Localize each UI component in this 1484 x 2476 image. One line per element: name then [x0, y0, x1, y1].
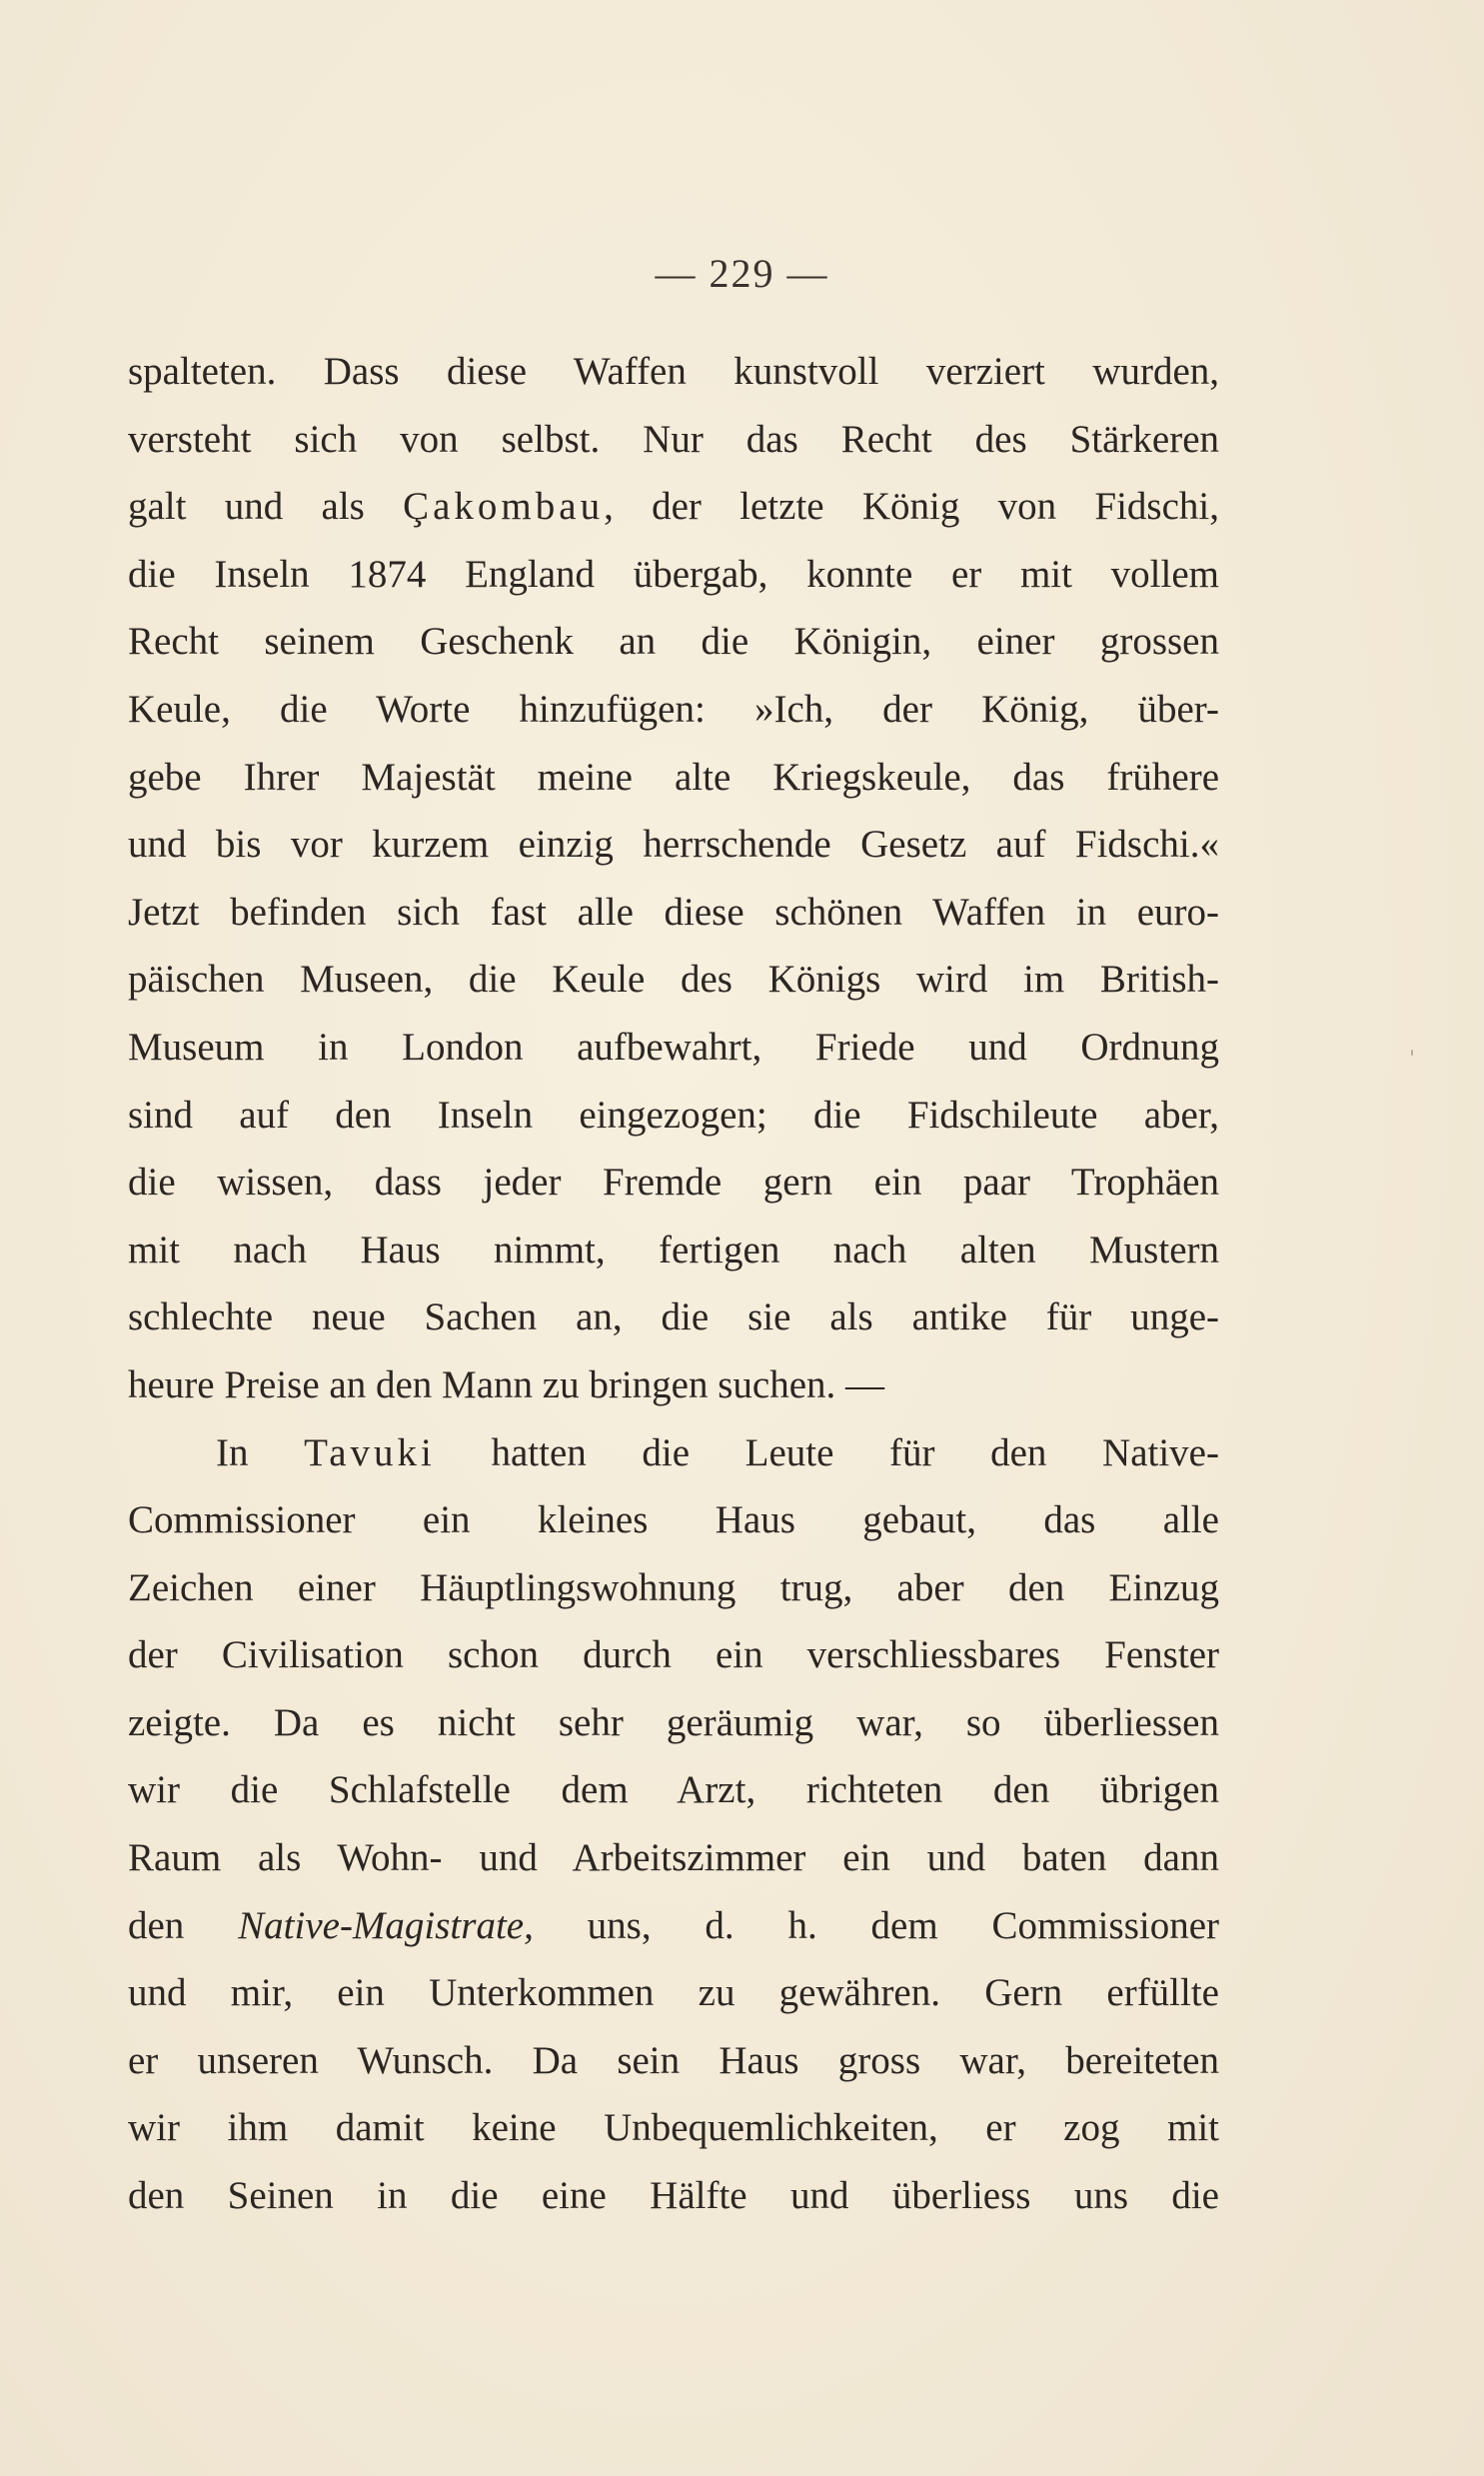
- text-line: und bis vor kurzem einzig herrschende Gesetz auf Fidschi.«: [128, 823, 1219, 867]
- text-line: Keule, die Worte hinzufügen: »Ich, der König, über-: [128, 687, 1219, 731]
- body-text: [128, 338, 1219, 2230]
- text-line: sind auf den Inseln eingezogen; die Fidschileute aber,: [128, 1093, 1219, 1137]
- spaced-name-tavuki: Tavuki: [304, 1430, 436, 1474]
- text-fragment: galt und als: [128, 485, 404, 529]
- text-line: den Seinen in die eine Hälfte und überliess uns die: [128, 2174, 1219, 2218]
- text-line: wir ihm damit keine Unbequemlichkeiten, er zog mit: [128, 2106, 1219, 2150]
- text-line: spalteten. Dass diese Waffen kunstvoll verziert wurden,: [128, 350, 1219, 393]
- text-line: päischen Museen, die Keule des Königs wird im British-: [128, 958, 1219, 1002]
- page-number: — 229 —: [655, 251, 829, 296]
- text-line: schlechte neue Sachen an, die sie als antike für unge-: [128, 1295, 1219, 1339]
- text-line: der Civilisation schon durch ein verschliessbares Fenster: [128, 1633, 1219, 1677]
- italic-term-native-magistrate: Native-Magistrate,: [238, 1903, 534, 1947]
- text-fragment: hatten die Leute für den Native-: [435, 1430, 1219, 1474]
- text-line: gebe Ihrer Majestät meine alte Kriegskeule, das frühere: [128, 755, 1219, 799]
- text-line: wir die Schlafstelle dem Arzt, richteten den übrigen: [128, 1768, 1219, 1812]
- text-line: die wissen, dass jeder Fremde gern ein paar Trophäen: [128, 1161, 1219, 1205]
- text-line: Museum in London aufbewahrt, Friede und Ordnung: [128, 1025, 1219, 1069]
- text-line: [128, 1419, 1219, 1487]
- text-fragment: , der letzte König von Fidschi,: [604, 485, 1219, 529]
- text-line: und mir, ein Unterkommen zu gewähren. Gern erfüllte: [128, 1971, 1219, 2015]
- text-line: Commissioner ein kleines Haus gebaut, das alle: [128, 1498, 1219, 1542]
- text-line: versteht sich von selbst. Nur das Recht des Stärkeren: [128, 417, 1219, 461]
- paper-speck: [1411, 1050, 1413, 1056]
- text-fragment: uns, d. h. dem Commissioner: [533, 1903, 1219, 1947]
- text-fragment: den: [128, 1903, 239, 1947]
- text-line: mit nach Haus nimmt, fertigen nach alten Mustern: [128, 1228, 1219, 1271]
- text-fragment: In: [216, 1430, 305, 1474]
- text-line: die Inseln 1874 England übergab, konnte er mit vollem: [128, 552, 1219, 596]
- text-line: Recht seinem Geschenk an die Königin, einer grossen: [128, 620, 1219, 664]
- text-line: heure Preise an den Mann zu bringen suchen. —: [128, 1362, 885, 1406]
- text-line: Zeichen einer Häuptlingswohnung trug, aber den Einzug: [128, 1565, 1219, 1609]
- text-line: Jetzt befinden sich fast alle diese schönen Waffen in euro-: [128, 890, 1219, 934]
- text-line: zeigte. Da es nicht sehr geräumig war, so überliessen: [128, 1700, 1219, 1744]
- text-line: er unseren Wunsch. Da sein Haus gross war, bereiteten: [128, 2038, 1219, 2082]
- text-line: [128, 1892, 1219, 1960]
- text-line: Raum als Wohn- und Arbeitszimmer ein und baten dann: [128, 1836, 1219, 1880]
- spaced-name-cakombau: Çakombau: [403, 485, 605, 529]
- text-line: [128, 473, 1219, 541]
